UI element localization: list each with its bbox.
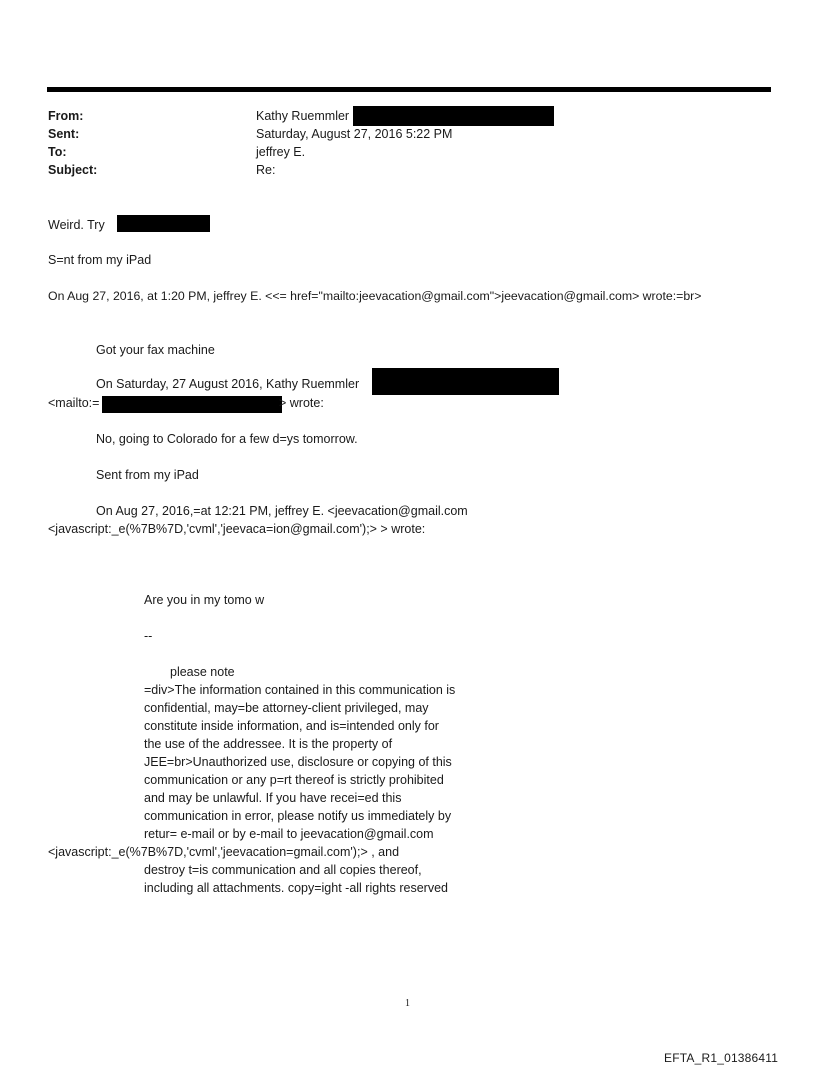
body-line-sent-ipad: S=nt from my iPad — [48, 253, 152, 267]
redaction-kathy-email — [372, 368, 559, 395]
body-line-on-aug-120: On Aug 27, 2016, at 1:20 PM, jeffrey E. <<= href="mailto:jeevacation@gmail.com">jeevacation@gmail.com> wrote:=br> — [48, 289, 702, 303]
subject-label: Subject: — [48, 163, 98, 177]
disclaimer-line: JEE=br>Unauthorized use, disclosure or copying of this — [144, 755, 452, 769]
header-rule — [47, 87, 771, 92]
body-line-on-aug-1221: On Aug 27, 2016,=at 12:21 PM, jeffrey E. <jeevacation@gmail.com — [96, 504, 468, 518]
disclaimer-end-line: including all attachments. copy=ight -all rights reserved — [144, 881, 448, 895]
subject-value: Re: — [256, 163, 276, 177]
redaction-mailto — [102, 396, 282, 413]
disclaimer-line: communication or any p=rt thereof is strictly prohibited — [144, 773, 444, 787]
redaction-from-email — [353, 106, 554, 126]
body-line-weird: Weird. Try — [48, 218, 105, 232]
redaction-try-value — [117, 215, 210, 232]
body-line-mailto: <mailto:= — [48, 396, 100, 410]
disclaimer-line: communication in error, please notify us immediately by — [144, 809, 452, 823]
body-line-wrote: > wrote: — [279, 396, 324, 410]
sent-value: Saturday, August 27, 2016 5:22 PM — [256, 127, 453, 141]
disclaimer-line: retur= e-mail or by e-mail to jeevacation@gmail.com — [144, 827, 434, 841]
body-line-javascript-1: <javascript:_e(%7B%7D,'cvml','jeevaca=ion@gmail.com');> > wrote: — [48, 522, 426, 536]
disclaimer-line: =div>The information contained in this communication is — [144, 683, 456, 697]
page-number: 1 — [405, 998, 410, 1009]
disclaimer-line: and may be unlawful. If you have recei=ed this — [144, 791, 402, 805]
document-id: EFTA_R1_01386411 — [664, 1051, 779, 1065]
sent-label: Sent: — [48, 127, 80, 141]
body-line-fax: Got your fax machine — [96, 343, 215, 357]
disclaimer-end-line: destroy t=is communication and all copies thereof, — [144, 863, 422, 877]
to-label: To: — [48, 145, 67, 159]
body-line-tomo: Are you in my tomo w — [144, 593, 265, 607]
body-line-colorado: No, going to Colorado for a few d=ys tomorrow. — [96, 432, 358, 446]
body-line-please-note: please note — [170, 665, 235, 679]
to-value: jeffrey E. — [256, 145, 306, 159]
body-line-javascript-2: <javascript:_e(%7B%7D,'cvml','jeevacation=gmail.com');> , and — [48, 845, 400, 859]
from-value: Kathy Ruemmler — [256, 109, 350, 123]
disclaimer-line: constitute inside information, and is=intended only for — [144, 719, 439, 733]
body-line-on-saturday: On Saturday, 27 August 2016, Kathy Ruemmler — [96, 377, 360, 391]
body-line-sent-ipad-2: Sent from my iPad — [96, 468, 199, 482]
body-line-dashes: -- — [144, 629, 153, 643]
from-label: From: — [48, 109, 84, 123]
disclaimer-line: confidential, may=be attorney-client privileged, may — [144, 701, 429, 715]
disclaimer-line: the use of the addressee. It is the property of — [144, 737, 393, 751]
